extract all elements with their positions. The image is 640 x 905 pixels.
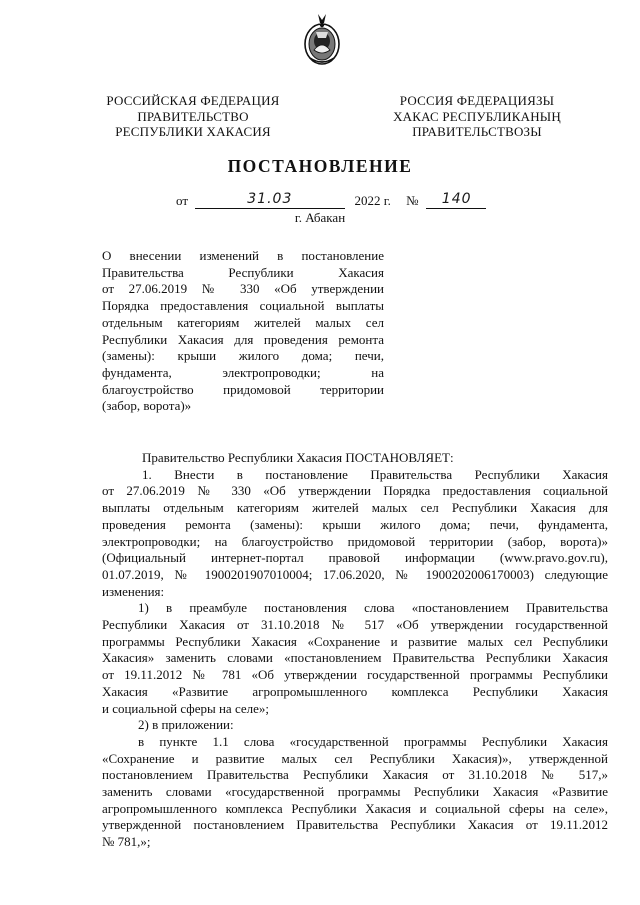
body-line: утвержденной постановлением Правительства Республики Хакасия от 19.11.2012 [102,817,608,833]
subject-line: Правительства Республики Хакасия [102,264,384,280]
body-line: Хакасия» заменить словами «постановлением Правительства Республики Хакасия [102,650,608,666]
subject-line: (забор, ворота)» [102,398,192,414]
body-line: постановлением Правительства Республики Хакасия от 31.10.2018 № 517,» [102,767,608,783]
body-line: изменения: [102,583,165,599]
subject-line: О внесении изменений в постановление [102,248,384,263]
body-line: «Сохранение и развитие малых сел Республики Хакасия)», утвержденной [102,750,608,766]
date-from-label: от [176,193,189,208]
header-right-block [372,93,582,140]
khakassia-coat-of-arms-icon [302,10,342,68]
header-left-line: РЕСПУБЛИКИ ХАКАСИЯ [115,124,271,139]
subject-block [102,248,384,415]
header-left-line: РОССИЙСКАЯ ФЕДЕРАЦИЯ [106,93,280,108]
decree-body [102,450,608,851]
body-line: агропромышленного комплекса Республики Хакасия и социальной сферы на селе», [102,800,608,816]
subject-line: от 27.06.2019 № 330 «Об утверждении [102,281,384,297]
body-line: электропроводки; на благоустройство придомовой территории (забор, ворота)» [102,533,608,549]
body-line: от 27.06.2019 № 330 «Об утверждении Порядка предоставления социальной [102,483,608,499]
body-line: 1) в преамбуле постановления слова «постановлением Правительства [138,600,608,616]
header-right-line: ХАКАС РЕСПУБЛИКАНЫҢ [393,108,561,124]
body-line: выплаты отдельным категориям жителей малых сел Республики Хакасия для [102,500,608,516]
date-blank [195,191,345,209]
city-label: г. Абакан [294,210,346,225]
date-number-line [176,193,486,209]
body-line: Правительство Республики Хакасия ПОСТАНОВЛЯЕТ: [142,450,454,465]
subject-line: Порядка предоставления социальной выплаты [102,298,384,314]
body-line: 2) в приложении: [138,717,234,733]
handwritten-number: 140 [441,191,472,207]
header-right-line: ПРАВИТЕЛЬСТВОЗЫ [412,124,542,139]
body-line: (Официальный интернет-портал правовой информации (www.pravo.gov.ru), [102,550,608,566]
subject-line: фундамента, электропроводки; на [102,364,384,380]
subject-line: отдельным категориям жителей малых сел [102,314,384,330]
year-label: 2022 г. [354,193,391,208]
body-line: проведения ремонта (замены): крыши жилого дома; печи, фундамента, [102,516,608,532]
number-blank [426,191,486,209]
body-line: заменить словами «государственной программы Республики Хакасия «Развитие [102,784,608,800]
body-line: программы Республики Хакасия «Сохранение и развитие малых сел Республики [102,633,608,649]
handwritten-date: 31.03 [247,191,293,207]
body-line: Хакасия «Развитие агропромышленного комплекса Республики Хакасия [102,683,608,699]
header-left-block [88,93,298,140]
body-line: № 781,»; [102,834,151,850]
header-right-line: РОССИЯ ФЕДЕРАЦИЯЗЫ [399,93,555,108]
body-line: от 19.11.2012 № 781 «Об утверждении государственной программы Республики [102,667,608,683]
number-label: № [406,193,419,208]
header-left-line: ПРАВИТЕЛЬСТВО [137,108,249,124]
body-line: 01.07.2019, № 1900201907010004; 17.06.2020, № 1900202006170003) следующие [102,566,608,582]
body-line: Республики Хакасия от 31.10.2018 № 517 «Об утверждении государственной [102,617,608,633]
subject-line: Республики Хакасия для проведения ремонта [102,331,384,347]
document-title: ПОСТАНОВЛЕНИЕ [227,156,413,176]
body-line: и социальной сферы на селе»; [102,700,270,716]
body-line: в пункте 1.1 слова «государственной программы Республики Хакасия [138,733,608,749]
subject-line: (замены): крыши жилого дома; печи, [102,348,384,364]
subject-line: благоустройство придомовой территории [102,381,384,397]
body-line: 1. Внести в постановление Правительства Республики Хакасия [142,466,608,482]
